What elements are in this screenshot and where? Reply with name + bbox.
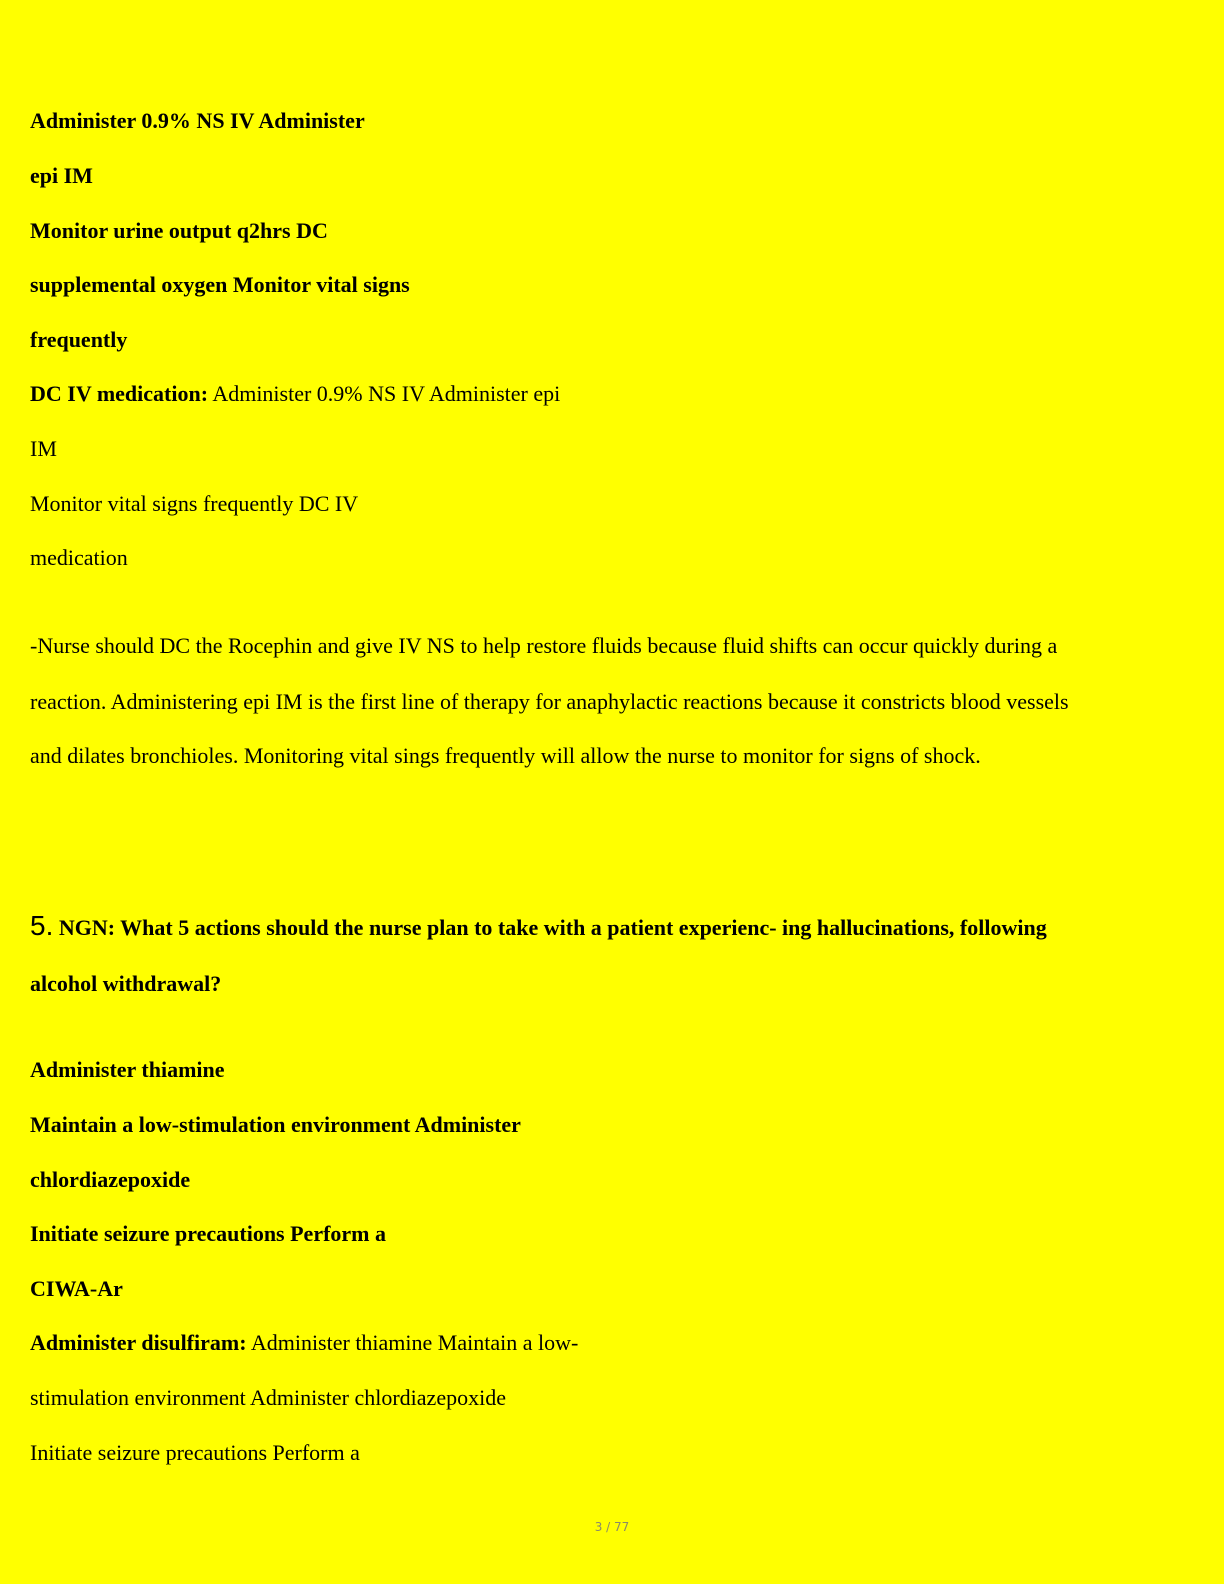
answer-line: medication [30,545,128,570]
answer-label: DC IV medication: [30,381,209,406]
option-line: frequently [30,327,128,352]
answer-text: Administer 0.9% NS IV Administer epi [208,381,561,406]
question-text: NGN: What 5 actions should the nurse plan to take with a patient experienc- ing hallucinations, following [53,915,1047,940]
option-line: CIWA-Ar [30,1276,123,1301]
option-line: chlordiazepoxide [30,1167,191,1192]
option-line: Administer thiamine [30,1057,225,1082]
rationale-line: and dilates bronchioles. Monitoring vital sings frequently will allow the nurse to monitor for signs of shock. [30,743,981,768]
answer-line: Monitor vital signs frequently DC IV [30,491,359,516]
answer-label: Administer disulfiram: [30,1330,247,1355]
option-line: supplemental oxygen Monitor vital signs [30,272,410,297]
question-number: 5. [30,910,54,941]
option-line: Monitor urine output q2hrs DC [30,218,328,243]
option-line: Administer 0.9% NS IV Administer [30,108,365,133]
answer-text: Administer thiamine Maintain a low- [246,1330,579,1355]
rationale-line: -Nurse should DC the Rocephin and give IV NS to help restore fluids because fluid shifts can occur quickly during a [30,633,1058,658]
question-text-line: alcohol withdrawal? [30,971,222,996]
option-line: Initiate seizure precautions Perform a [30,1221,386,1246]
question-heading [30,910,1047,941]
answer-line [30,381,560,407]
answer-line: stimulation environment Administer chlordiazepoxide [30,1385,506,1410]
answer-line: IM [30,436,57,461]
answer-line: Initiate seizure precautions Perform a [30,1440,360,1465]
answer-line [30,1330,578,1356]
option-line: Maintain a low-stimulation environment Administer [30,1112,521,1137]
rationale-line: reaction. Administering epi IM is the first line of therapy for anaphylactic reactions because it constricts blood vessels [30,689,1069,714]
option-line: epi IM [30,163,93,188]
page-indicator: 3 / 77 [594,1520,630,1534]
